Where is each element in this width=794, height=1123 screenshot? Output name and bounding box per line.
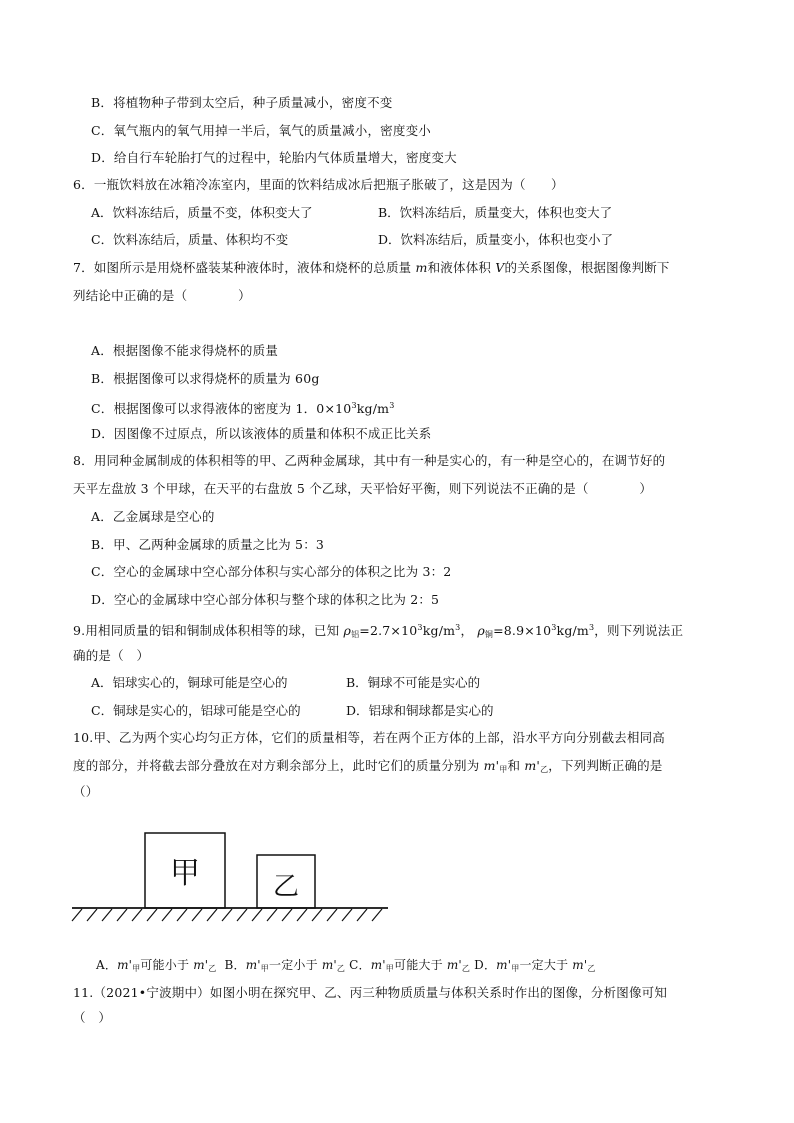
- q6-stem: 6．一瓶饮料放在冰箱冷冻室内，里面的饮料结成冰后把瓶子胀破了，这是因为（ ）: [73, 177, 564, 192]
- q8-option-c: C．空心的金属球中空心部分体积与实心部分的体积之比为 3：2: [91, 564, 452, 579]
- q9-option-b: B．铜球不可能是实心的: [346, 675, 481, 690]
- q9-stem-line2: 确的是（ ）: [73, 648, 150, 663]
- q11-stem-line1: 11.（2021•宁波期中）如图小明在探究甲、乙、丙三种物质质量与体积关系时作出的图像，分析图像可知: [73, 985, 668, 1000]
- q6-option-b: B．饮料冻结后，质量变大，体积也变大了: [378, 205, 613, 220]
- q9-option-c: C．铜球是实心的，铝球可能是空心的: [91, 703, 301, 718]
- q10-stem-line3: （）: [73, 784, 99, 799]
- q9-stem-line1: 9.用相同质量的铝和铜制成体积相等的球，已知 $\rho_铝=2.7\times 10^3kg/m^3$， $\rho_铜=8.9\times 10^3kg/m^3$，则下列说法正: [73, 623, 684, 639]
- q11-stem-line2: （ ）: [73, 1010, 112, 1025]
- q7-option-b: B．根据图像可以求得烧杯的质量为 60g: [91, 371, 320, 386]
- cube-yi-label: 乙: [272, 872, 300, 902]
- q7-option-d: D．因图像不过原点，所以该液体的质量和体积不成正比关系: [91, 426, 432, 441]
- q10-stem-line1: 10.甲、乙为两个实心均匀正方体，它们的质量相等，若在两个正方体的上部，沿水平方向分别截去相同高: [73, 730, 665, 745]
- prev-option-b: B．将植物种子带到太空后，种子质量减小，密度不变: [91, 95, 393, 110]
- ground-hatching: [72, 909, 382, 921]
- q8-stem-line1: 8．用同种金属制成的体积相等的甲、乙两种金属球，其中有一种是实心的，有一种是空心的，在调节好的: [73, 453, 666, 468]
- q6-option-a: A．饮料冻结后，质量不变，体积变大了: [91, 205, 313, 220]
- q7-option-c: C．根据图像可以求得液体的密度为 1．$0\times 10^3kg/m^3$: [91, 401, 395, 416]
- q8-option-b: B．甲、乙两种金属球的质量之比为 5：3: [91, 537, 325, 552]
- q8-option-d: D．空心的金属球中空心部分体积与整个球的体积之比为 2：5: [91, 592, 440, 607]
- q6-option-d: D．饮料冻结后，质量变小，体积也变小了: [378, 232, 614, 247]
- q10-stem-line2: 度的部分，并将截去部分叠放在对方剩余部分上，此时它们的质量分别为 $m'_甲$和 $m'_乙$，下列判断正确的是: [73, 758, 663, 774]
- prev-option-d: D．给自行车轮胎打气的过程中，轮胎内气体质量增大，密度变大: [91, 150, 457, 165]
- q8-stem-line2: 天平左盘放 3 个甲球，在天平的右盘放 5 个乙球，天平恰好平衡，则下列说法不正确的是（ ）: [73, 481, 653, 496]
- q7-stem-line1: 7．如图所示是用烧杯盛装某种液体时，液体和烧杯的总质量 m和液体体积 V的关系图像，根据图像判断下: [73, 260, 670, 275]
- q9-option-d: D．铝球和铜球都是实心的: [346, 703, 494, 718]
- prev-option-c: C．氧气瓶内的氧气用掉一半后，氧气的质量减小，密度变小: [91, 123, 431, 138]
- q10-cubes-figure: [70, 825, 392, 925]
- q7-stem-line2: 列结论中正确的是（ ）: [73, 288, 251, 303]
- q6-option-c: C．饮料冻结后，质量、体积均不变: [91, 232, 289, 247]
- q7-option-a: A．根据图像不能求得烧杯的质量: [91, 343, 279, 358]
- q10-options: A．$m'_甲$可能小于 $m'_乙$ B．$m'_甲$一定小于 $m'_乙$ C．$m'_甲$可能大于 $m'_乙$ D．$m'_甲$一定大于 $m'_乙$: [96, 958, 596, 973]
- q8-option-a: A．乙金属球是空心的: [91, 509, 215, 524]
- q9-option-a: A．铝球实心的，铜球可能是空心的: [91, 675, 288, 690]
- cube-jia-label: 甲: [170, 856, 200, 891]
